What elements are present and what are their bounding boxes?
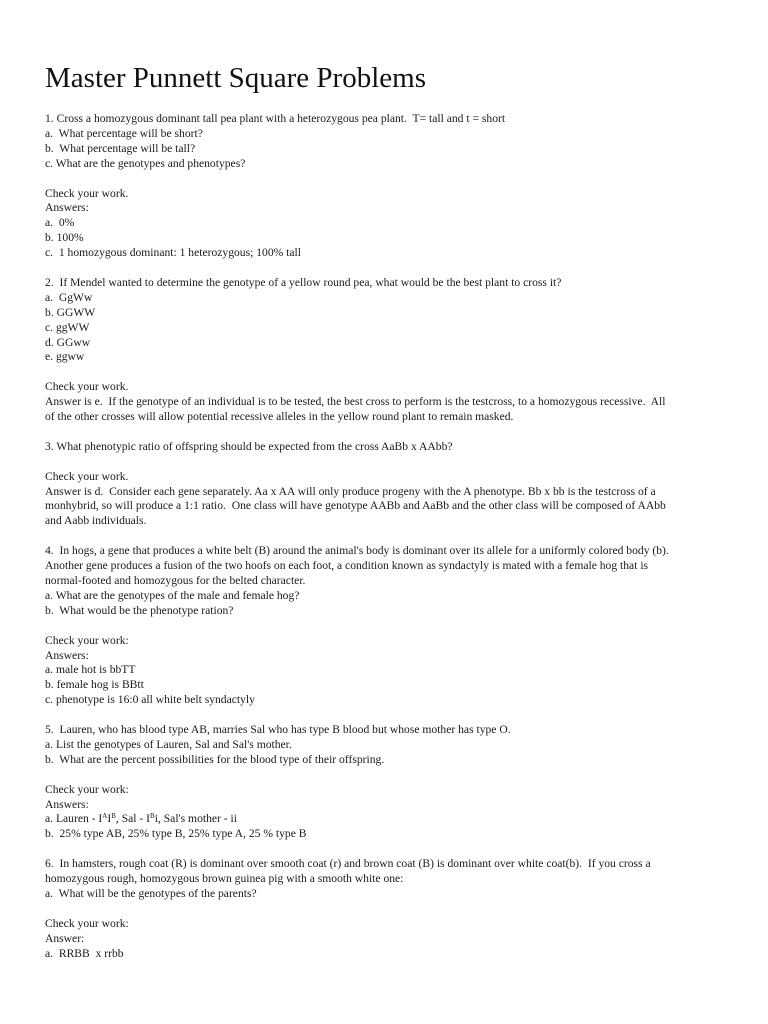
question-part: b. What would be the phenotype ration?	[45, 603, 234, 617]
answer-line: a. male hot is bbTT	[45, 663, 136, 677]
page-title: Master Punnett Square Problems	[45, 62, 426, 94]
question-part: a. What percentage will be short?	[45, 126, 203, 140]
answer-line: of the other crosses will allow potential recessive alleles in the yellow round plant to remain masked.	[45, 410, 514, 424]
answer-text: i, Sal's mother - ii	[154, 812, 237, 826]
answers-label: Answers:	[45, 797, 89, 811]
allele-superscript: B	[150, 812, 155, 821]
question-3	[45, 440, 735, 529]
question-6	[45, 857, 735, 961]
question-2	[45, 276, 735, 425]
check-your-work: Check your work:	[45, 633, 129, 647]
question-text: 2. If Mendel wanted to determine the genotype of a yellow round pea, what would be the best plant to cross it?	[45, 275, 562, 289]
answer-line: a. RRBB x rrbb	[45, 946, 124, 960]
answers-label: Answers:	[45, 201, 89, 215]
option: a. GgWw	[45, 290, 93, 304]
answer-line: Answer is e. If the genotype of an individual is to be tested, the best cross to perform is the testcross, to a homozygous recessive. All	[45, 395, 666, 409]
check-your-work: Check your work.	[45, 469, 129, 483]
question-text: 5. Lauren, who has blood type AB, marries Sal who has type B blood but whose mother has type O.	[45, 723, 511, 737]
question-part: a. What will be the genotypes of the parents?	[45, 886, 257, 900]
question-5	[45, 723, 735, 842]
option: d. GGww	[45, 335, 91, 349]
question-1	[45, 112, 735, 261]
option: b. GGWW	[45, 305, 96, 319]
answers-label: Answers:	[45, 648, 89, 662]
question-text: Another gene produces a fusion of the two hoofs on each foot, a condition known as syndactyly is mated with a female hog that is	[45, 559, 649, 573]
answer-line: monhybrid, so will produce a 1:1 ratio. One class will have genotype AABb and AaBb and the other class will be composed of AAbb	[45, 499, 666, 513]
answer-text: , Sal - I	[115, 812, 151, 826]
question-text: homozygous rough, homozygous brown guinea pig with a smooth white one:	[45, 872, 404, 886]
question-text: 3. What phenotypic ratio of offspring should be expected from the cross AaBb x AAbb?	[45, 439, 453, 453]
answer-text: I	[107, 812, 112, 826]
answer-line: Answer is d. Consider each gene separately. Aa x AA will only produce progeny with the A phenotype. Bb x bb is the testcross of a	[45, 484, 656, 498]
answer-line: b. 100%	[45, 231, 84, 245]
answer-line: b. female hog is BBtt	[45, 678, 144, 692]
question-part: a. List the genotypes of Lauren, Sal and Sal's mother.	[45, 737, 292, 751]
answer-line: c. 1 homozygous dominant: 1 heterozygous; 100% tall	[45, 246, 301, 260]
option: c. ggWW	[45, 320, 90, 334]
answer-label: Answer:	[45, 931, 85, 945]
answer-line: b. 25% type AB, 25% type B, 25% type A, 25 % type B	[45, 827, 307, 841]
answer-line: c. phenotype is 16:0 all white belt syndactyly	[45, 693, 255, 707]
question-part: a. What are the genotypes of the male and female hog?	[45, 588, 300, 602]
question-4	[45, 544, 735, 708]
answer-text: a. Lauren - I	[45, 812, 103, 826]
answer-line: a. 0%	[45, 216, 75, 230]
question-text: normal-footed and homozygous for the belted character.	[45, 574, 306, 587]
question-part: b. What percentage will be tall?	[45, 141, 196, 155]
check-your-work: Check your work.	[45, 186, 129, 200]
answer-line: and Aabb individuals.	[45, 514, 147, 528]
question-part: b. What are the percent possibilities for the blood type of their offspring.	[45, 752, 385, 766]
allele-superscript: A	[102, 812, 108, 821]
check-your-work: Check your work:	[45, 782, 129, 796]
question-text: 4. In hogs, a gene that produces a white belt (B) around the animal's body is dominant over its allele for a uniformly colored body (b).	[45, 544, 669, 558]
question-text: 1. Cross a homozygous dominant tall pea plant with a heterozygous pea plant. T= tall and t = short	[45, 112, 506, 125]
check-your-work: Check your work:	[45, 916, 129, 930]
check-your-work: Check your work.	[45, 380, 129, 394]
answer-line-genotypes	[45, 812, 735, 827]
option: e. ggww	[45, 350, 85, 364]
question-part: c. What are the genotypes and phenotypes?	[45, 156, 246, 170]
document-page	[45, 60, 735, 961]
allele-superscript: B	[111, 812, 116, 821]
question-text: 6. In hamsters, rough coat (R) is dominant over smooth coat (r) and brown coat (B) is dominant over white coat(b). If you cross a	[45, 857, 651, 871]
